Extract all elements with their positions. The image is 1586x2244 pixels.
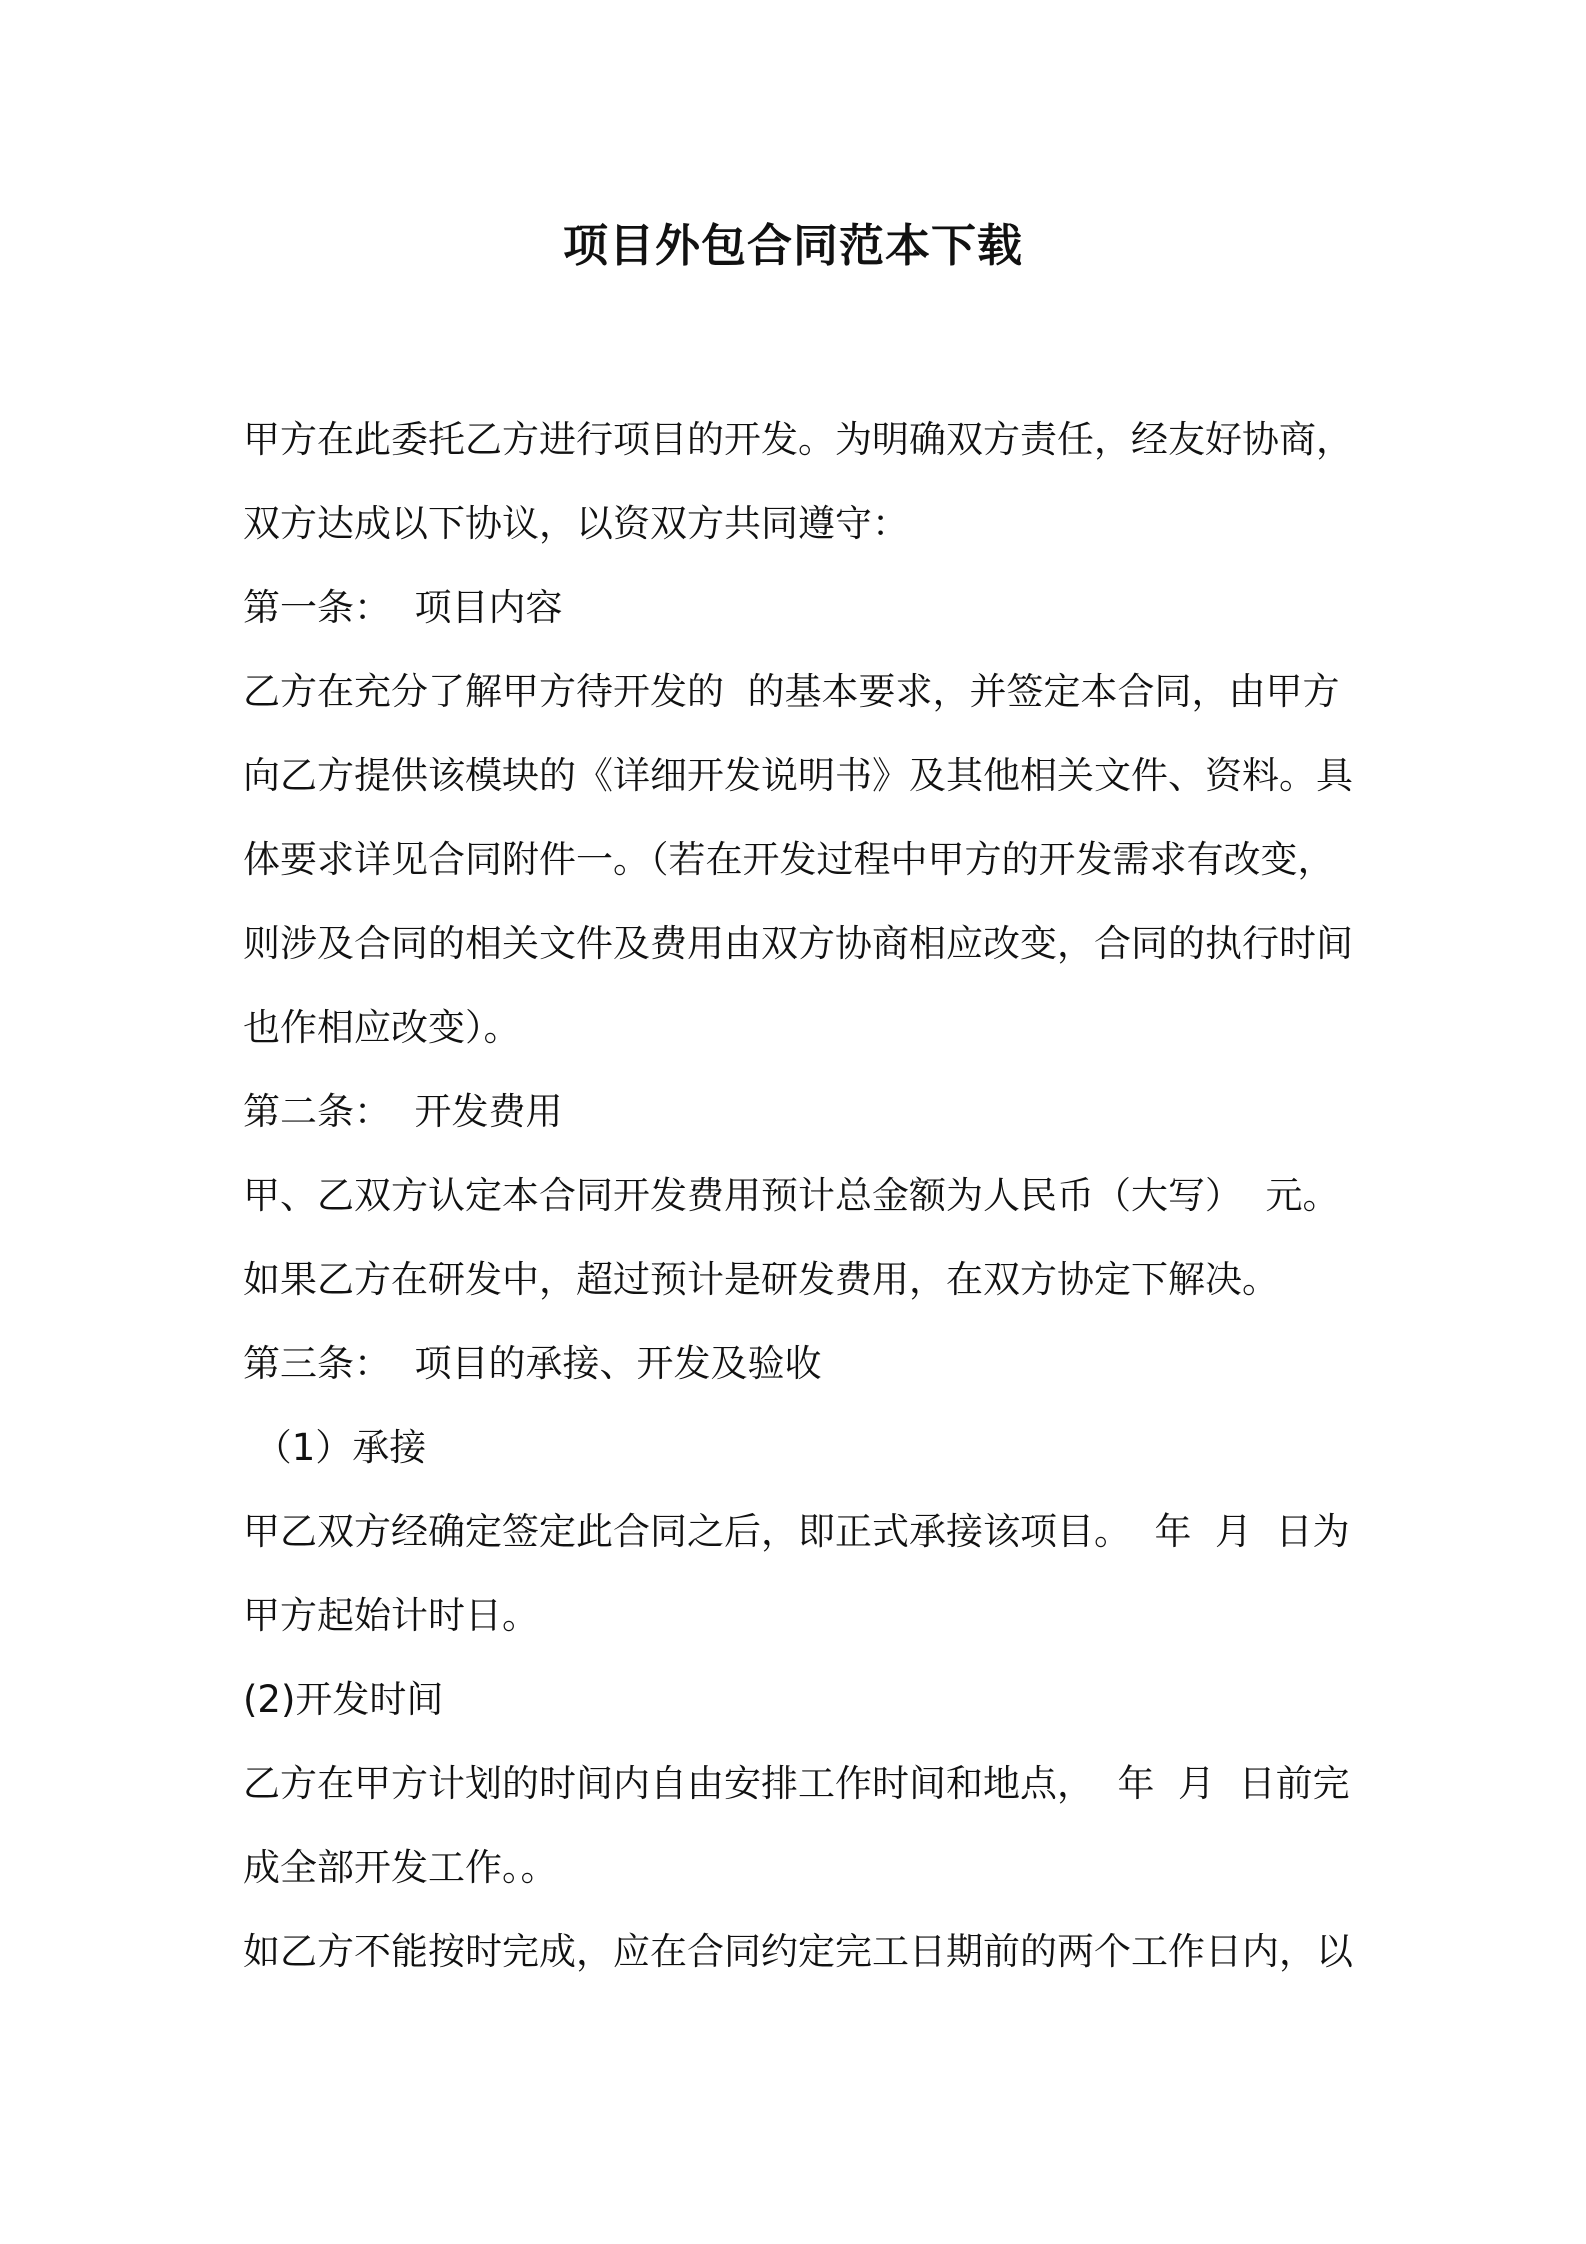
subsection-heading: （1）承接 — [243, 1426, 427, 1469]
paragraph-line: 甲方在此委托乙方进行项目的开发。为明确双方责任，经友好协商， — [243, 418, 1353, 461]
paragraph-line: 成全部开发工作。。 — [243, 1846, 558, 1889]
paragraph-line: 向乙方提供该模块的《详细开发说明书》及其他相关文件、资料。具 — [243, 754, 1353, 797]
paragraph-line: 如乙方不能按时完成，应在合同约定完工日期前的两个工作日内，以 — [243, 1930, 1353, 1973]
paragraph-line: 甲方起始计时日。 — [243, 1594, 539, 1637]
paragraph-line: 乙方在充分了解甲方待开发的 的基本要求，并签定本合同，由甲方 — [243, 670, 1340, 713]
paragraph-line: 如果乙方在研发中，超过预计是研发费用，在双方协定下解决。 — [243, 1258, 1279, 1301]
paragraph-line: 则涉及合同的相关文件及费用由双方协商相应改变，合同的执行时间 — [243, 922, 1353, 965]
paragraph-line: 甲、乙双方认定本合同开发费用预计总金额为人民币（大写） 元。 — [243, 1174, 1340, 1217]
document-body — [243, 398, 1363, 1994]
paragraph-line: 乙方在甲方计划的时间内自由安排工作时间和地点， 年 月 日前完 — [243, 1762, 1350, 1805]
article-heading: 第一条： 项目内容 — [243, 586, 563, 629]
paragraph-line: 也作相应改变）。 — [243, 1006, 521, 1049]
article-heading: 第三条： 项目的承接、开发及验收 — [243, 1342, 822, 1385]
paragraph-line: 体要求详见合同附件一。（若在开发过程中甲方的开发需求有改变， — [243, 838, 1335, 881]
document-title: 项目外包合同范本下载 — [562, 219, 1023, 272]
paragraph-line: 双方达成以下协议，以资双方共同遵守： — [243, 502, 909, 545]
article-heading: 第二条： 开发费用 — [243, 1090, 563, 1133]
paragraph-line: 甲乙双方经确定签定此合同之后，即正式承接该项目。 年 月 日为 — [243, 1510, 1350, 1553]
subsection-heading: (2)开发时间 — [243, 1678, 444, 1721]
